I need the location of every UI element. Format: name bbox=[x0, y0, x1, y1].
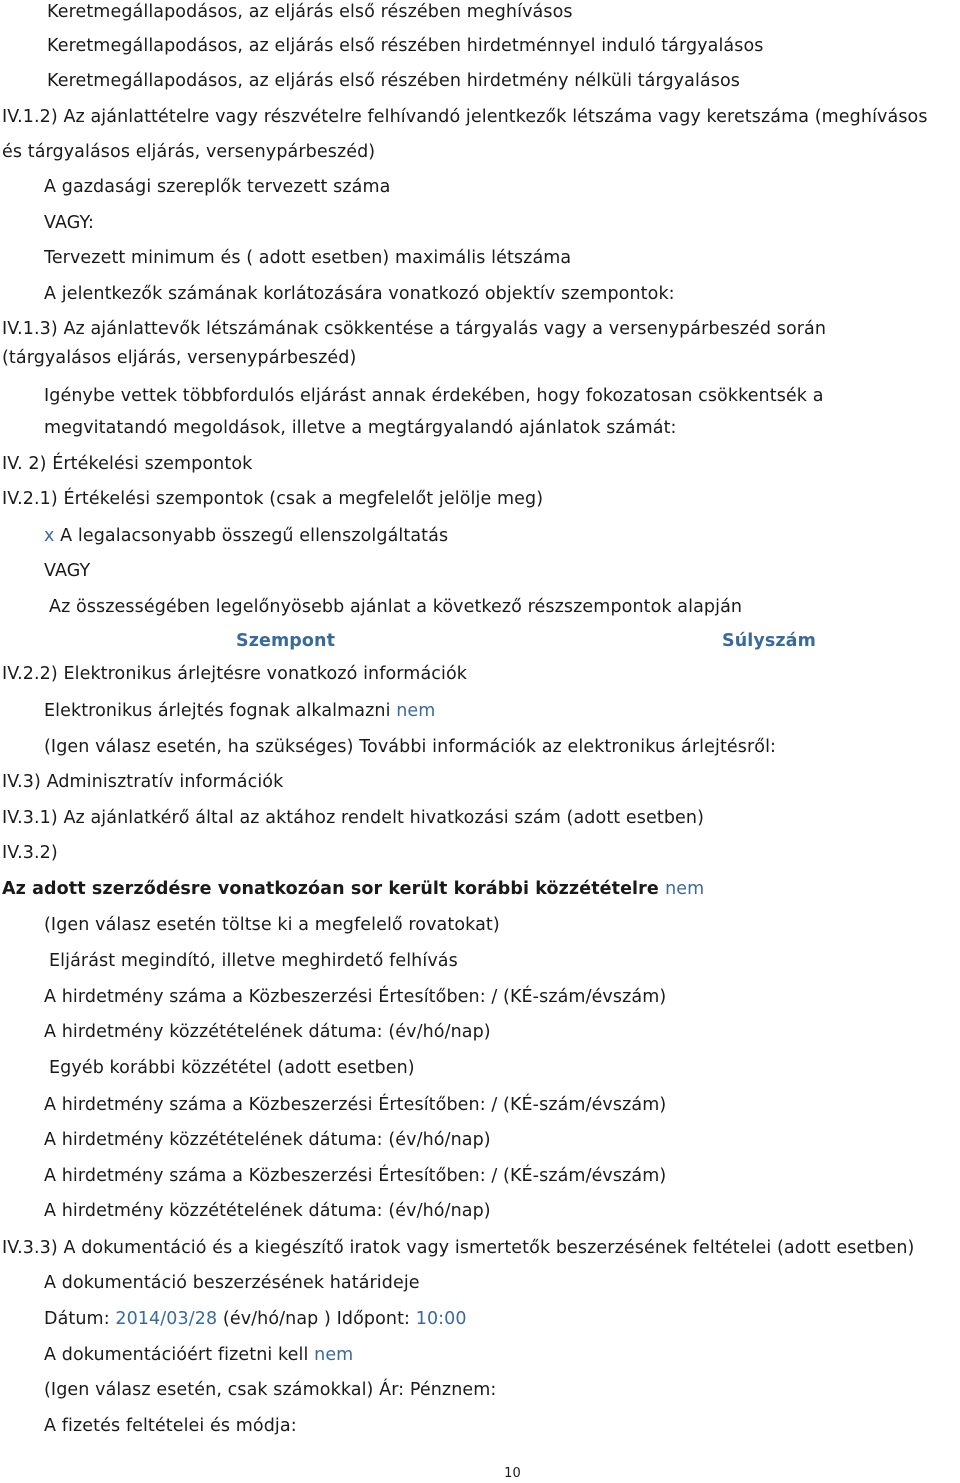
section-heading-continuation: (tárgyalásos eljárás, versenypárbeszéd) bbox=[2, 348, 357, 368]
field-label: A fizetés feltételei és módja: bbox=[44, 1416, 297, 1436]
section-heading: IV. 2) Értékelési szempontok bbox=[2, 454, 253, 474]
field-label: Tervezett minimum és ( adott esetben) maximális létszáma bbox=[44, 248, 572, 268]
bold-field-row bbox=[2, 878, 704, 900]
section-heading: IV.1.3) Az ajánlattevők létszámának csökkentése a tárgyalás vagy a versenypárbeszéd során bbox=[2, 319, 827, 339]
field-label: A hirdetmény közzétételének dátuma: (év/hó/nap) bbox=[44, 1201, 491, 1221]
date-label: Dátum: bbox=[44, 1309, 116, 1329]
column-header-sulyszam: Súlyszám bbox=[722, 631, 816, 651]
section-heading: IV.1.2) Az ajánlattételre vagy részvételre felhívandó jelentkezők létszáma vagy keretszáma (meghívásos bbox=[2, 107, 928, 127]
field-label: Egyéb korábbi közzététel (adott esetben) bbox=[49, 1058, 415, 1078]
date-value: 2014/03/28 bbox=[115, 1309, 218, 1329]
field-label: Elektronikus árlejtés fognak alkalmazni bbox=[44, 701, 397, 721]
section-heading-continuation: és tárgyalásos eljárás, versenypárbeszéd) bbox=[2, 142, 376, 162]
field-label: Az adott szerződésre vonatkozóan sor került korábbi közzétételre bbox=[2, 879, 666, 899]
option-text: A legalacsonyabb összegű ellenszolgáltatás bbox=[54, 526, 449, 546]
field-label: A jelentkezők számának korlátozására vonatkozó objektív szempontok: bbox=[44, 284, 675, 304]
section-heading: IV.3) Adminisztratív információk bbox=[2, 772, 284, 792]
field-value: nem bbox=[396, 701, 436, 721]
field-label: Eljárást megindító, illetve meghirdető felhívás bbox=[49, 951, 458, 971]
time-value: 10:00 bbox=[415, 1309, 467, 1329]
option-line: Keretmegállapodásos, az eljárás első részében hirdetmény nélküli tárgyalásos bbox=[47, 71, 740, 91]
time-label: (év/hó/nap ) Időpont: bbox=[217, 1309, 416, 1329]
field-label: VAGY: bbox=[44, 213, 94, 233]
field-label: A hirdetmény közzétételének dátuma: (év/hó/nap) bbox=[44, 1130, 491, 1150]
field-label: A hirdetmény száma a Közbeszerzési Értesítőben: / (KÉ-szám/évszám) bbox=[44, 1095, 667, 1115]
option-line: Keretmegállapodásos, az eljárás első részében meghívásos bbox=[47, 2, 573, 22]
field-label: (Igen válasz esetén, csak számokkal) Ár: Pénznem: bbox=[44, 1380, 497, 1400]
field-label: VAGY bbox=[44, 561, 91, 581]
field-label: A hirdetmény közzétételének dátuma: (év/hó/nap) bbox=[44, 1022, 491, 1042]
field-label: A dokumentációért fizetni kell bbox=[44, 1345, 315, 1365]
field-row bbox=[44, 700, 435, 722]
option-line: Keretmegállapodásos, az eljárás első részében hirdetménnyel induló tárgyalásos bbox=[47, 36, 764, 56]
selected-mark: x bbox=[44, 526, 55, 546]
field-label: A dokumentáció beszerzésének határideje bbox=[44, 1273, 420, 1293]
section-heading: IV.3.2) bbox=[2, 843, 58, 863]
field-label: megvitatandó megoldások, illetve a megtárgyalandó ajánlatok számát: bbox=[44, 418, 677, 438]
date-time-row bbox=[44, 1308, 467, 1330]
column-header-szempont: Szempont bbox=[236, 631, 336, 651]
field-row bbox=[44, 1344, 353, 1366]
section-heading: IV.2.2) Elektronikus árlejtésre vonatkozó információk bbox=[2, 664, 467, 684]
field-label: (Igen válasz esetén töltse ki a megfelelő rovatokat) bbox=[44, 915, 500, 935]
field-label: Az összességében legelőnyösebb ajánlat a következő részszempontok alapján bbox=[49, 597, 743, 617]
field-label: A gazdasági szereplők tervezett száma bbox=[44, 177, 391, 197]
field-label: Igénybe vettek többfordulós eljárást annak érdekében, hogy fokozatosan csökkentsék a bbox=[44, 386, 824, 406]
section-heading: IV.3.1) Az ajánlatkérő által az aktához rendelt hivatkozási szám (adott esetben) bbox=[2, 808, 705, 828]
field-label: A hirdetmény száma a Közbeszerzési Értesítőben: / (KÉ-szám/évszám) bbox=[44, 987, 667, 1007]
section-heading: IV.3.3) A dokumentáció és a kiegészítő iratok vagy ismertetők beszerzésének feltételei (adott esetben) bbox=[2, 1238, 915, 1258]
page-number: 10 bbox=[504, 1466, 521, 1481]
field-label: A hirdetmény száma a Közbeszerzési Értesítőben: / (KÉ-szám/évszám) bbox=[44, 1166, 667, 1186]
field-value: nem bbox=[665, 879, 705, 899]
section-heading: IV.2.1) Értékelési szempontok (csak a megfelelőt jelölje meg) bbox=[2, 489, 544, 509]
field-value: nem bbox=[314, 1345, 354, 1365]
selected-option bbox=[44, 525, 448, 547]
field-label: (Igen válasz esetén, ha szükséges) További információk az elektronikus árlejtésről: bbox=[44, 737, 777, 757]
